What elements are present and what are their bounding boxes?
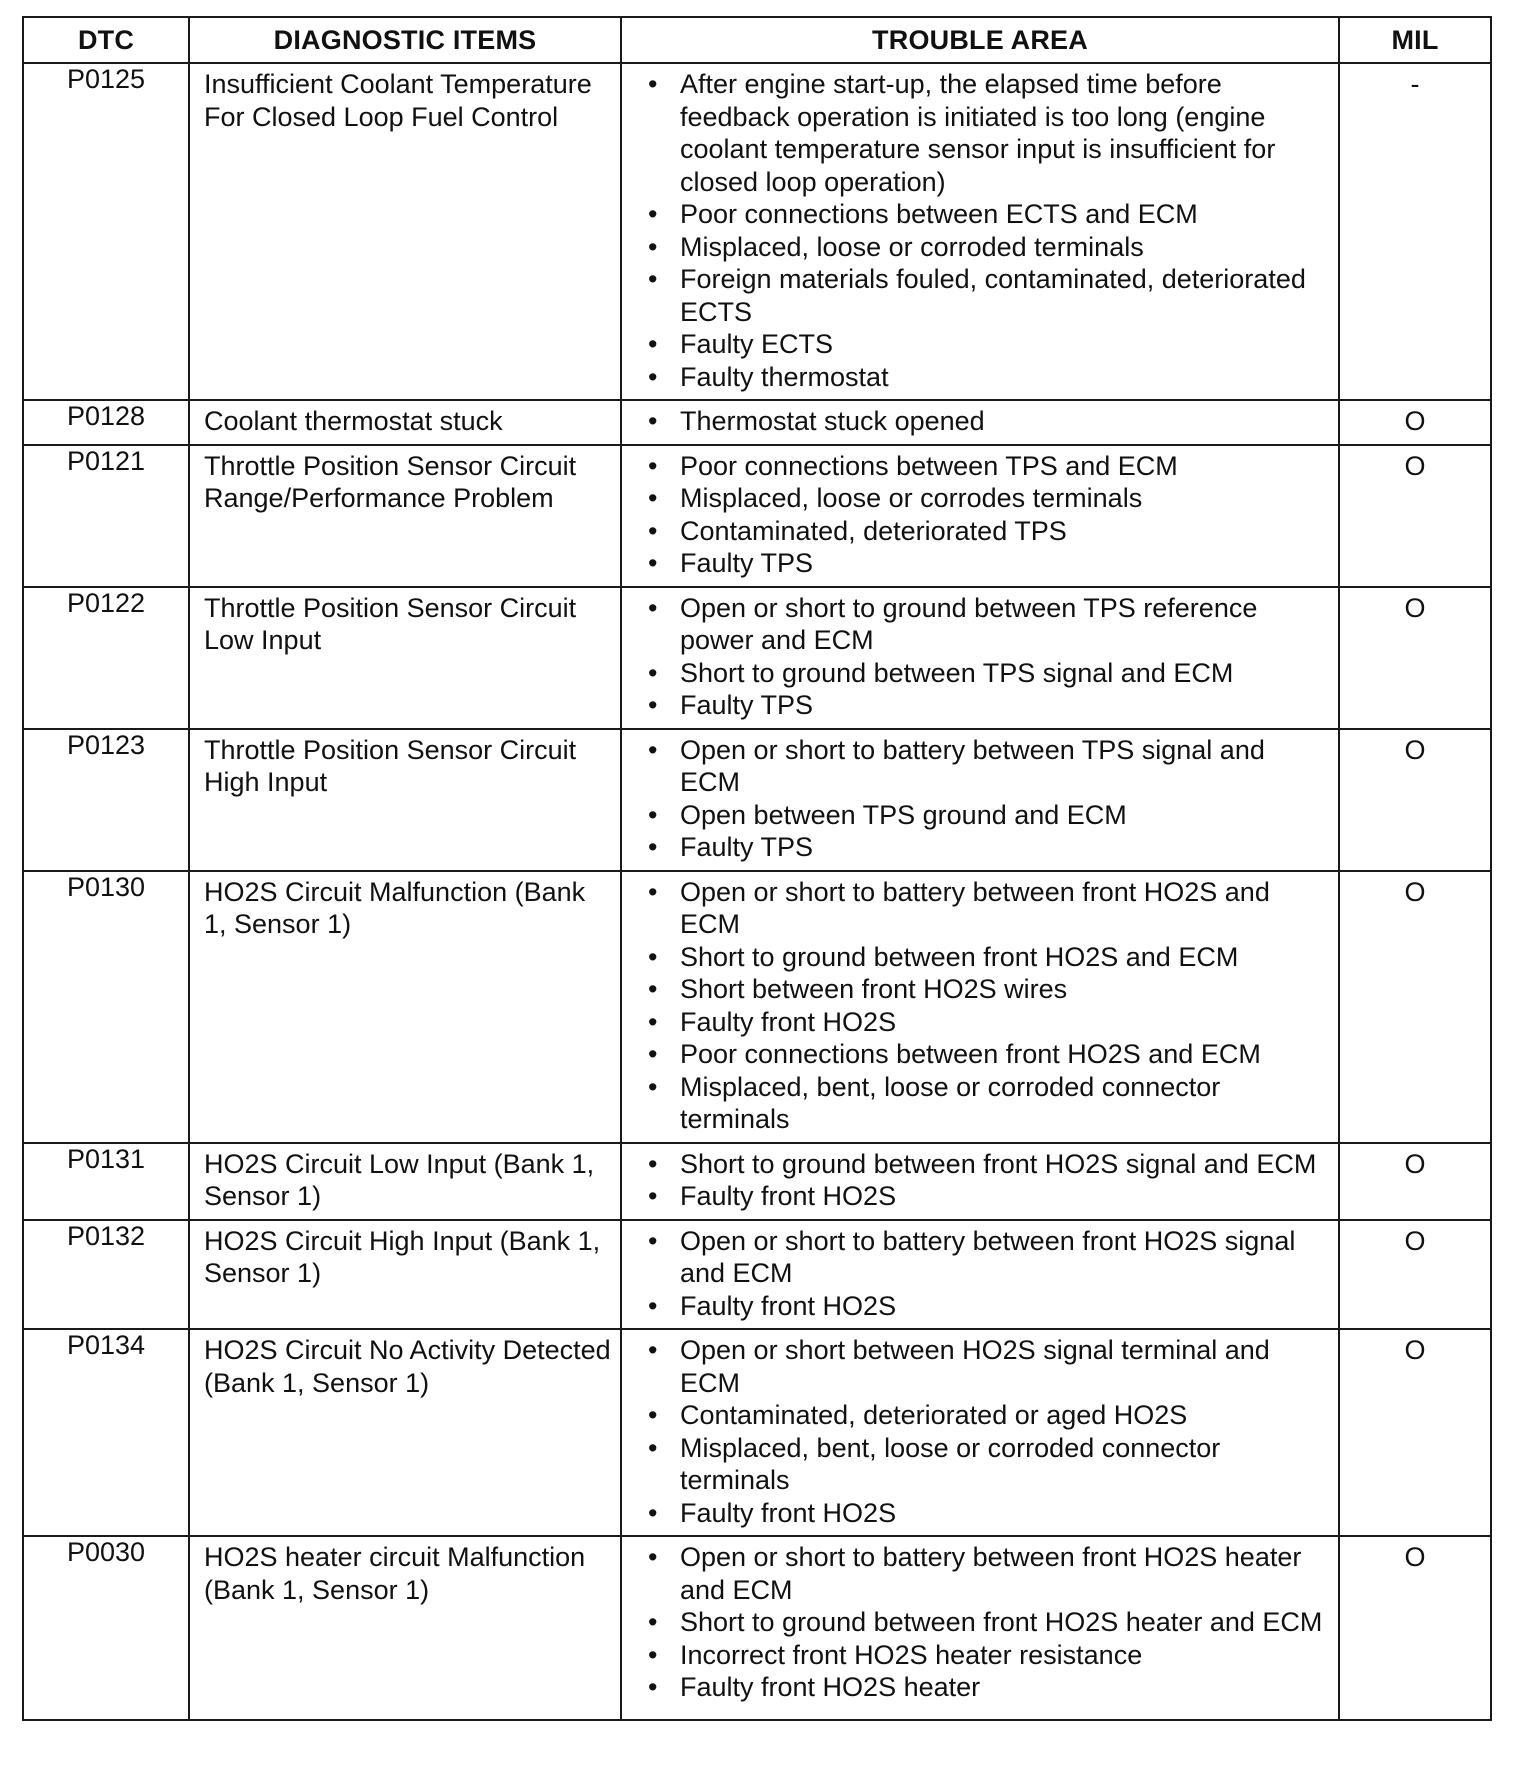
- diagnostic-item: HO2S Circuit High Input (Bank 1, Sensor 1): [189, 1220, 621, 1330]
- trouble-list-item: • Contaminated, deteriorated TPS: [636, 515, 1332, 548]
- trouble-area: [621, 587, 1339, 729]
- trouble-list: [636, 68, 1332, 393]
- table-row: [23, 1220, 1491, 1330]
- dtc-table: [22, 16, 1492, 1721]
- table-row: [23, 1536, 1491, 1720]
- diagnostic-item: Insufficient Coolant Temperature For Closed Loop Fuel Control: [189, 63, 621, 400]
- trouble-list-item: • Poor connections between ECTS and ECM: [636, 198, 1332, 231]
- trouble-list-item: • Open or short to ground between TPS reference power and ECM: [636, 592, 1332, 657]
- dtc-code: P0132: [23, 1220, 189, 1330]
- trouble-list-item: • Short to ground between front HO2S signal and ECM: [636, 1148, 1332, 1181]
- trouble-list-item: • Faulty thermostat: [636, 361, 1332, 394]
- trouble-list-item: • Open or short to battery between front HO2S signal and ECM: [636, 1225, 1332, 1290]
- dtc-code: P0131: [23, 1143, 189, 1220]
- mil-indicator: O: [1339, 729, 1491, 871]
- trouble-list-item: • Faulty TPS: [636, 689, 1332, 722]
- trouble-area: [621, 1329, 1339, 1536]
- mil-indicator: O: [1339, 1329, 1491, 1536]
- trouble-area: [621, 1143, 1339, 1220]
- dtc-code: P0122: [23, 587, 189, 729]
- diagnostic-item: HO2S Circuit Malfunction (Bank 1, Sensor 1): [189, 871, 621, 1143]
- trouble-list-item: • Faulty TPS: [636, 831, 1332, 864]
- trouble-area: [621, 63, 1339, 400]
- mil-indicator: O: [1339, 445, 1491, 587]
- mil-indicator: O: [1339, 1220, 1491, 1330]
- diagnostic-item: Throttle Position Sensor Circuit High Input: [189, 729, 621, 871]
- trouble-list-item: • Faulty ECTS: [636, 328, 1332, 361]
- trouble-area: [621, 400, 1339, 445]
- trouble-area: [621, 1220, 1339, 1330]
- trouble-list-item: • Short between front HO2S wires: [636, 973, 1332, 1006]
- dtc-code: P0123: [23, 729, 189, 871]
- diagnostic-item: HO2S Circuit Low Input (Bank 1, Sensor 1): [189, 1143, 621, 1220]
- trouble-list-item: • Short to ground between front HO2S and ECM: [636, 941, 1332, 974]
- trouble-list: [636, 876, 1332, 1136]
- trouble-list: [636, 405, 1332, 438]
- trouble-list-item: • Faulty front HO2S heater: [636, 1671, 1332, 1704]
- trouble-list-item: • Misplaced, bent, loose or corroded connector terminals: [636, 1071, 1332, 1136]
- mil-indicator: O: [1339, 871, 1491, 1143]
- dtc-code: P0128: [23, 400, 189, 445]
- trouble-list-item: • Open or short to battery between front HO2S and ECM: [636, 876, 1332, 941]
- header-diagnostic-items: DIAGNOSTIC ITEMS: [189, 17, 621, 63]
- trouble-list-item: • Poor connections between front HO2S and ECM: [636, 1038, 1332, 1071]
- trouble-list-item: • Short to ground between front HO2S heater and ECM: [636, 1606, 1332, 1639]
- table-row: [23, 871, 1491, 1143]
- trouble-area: [621, 871, 1339, 1143]
- trouble-list-item: • Poor connections between TPS and ECM: [636, 450, 1332, 483]
- trouble-list-item: • Contaminated, deteriorated or aged HO2S: [636, 1399, 1332, 1432]
- mil-indicator: O: [1339, 587, 1491, 729]
- trouble-list-item: • Open or short to battery between front HO2S heater and ECM: [636, 1541, 1332, 1606]
- trouble-list: [636, 1541, 1332, 1704]
- trouble-list-item: • Faulty front HO2S: [636, 1180, 1332, 1213]
- trouble-list-item: • Misplaced, loose or corrodes terminals: [636, 482, 1332, 515]
- table-row: [23, 729, 1491, 871]
- mil-indicator: O: [1339, 1536, 1491, 1720]
- trouble-list-item: • Open or short to battery between TPS signal and ECM: [636, 734, 1332, 799]
- mil-indicator: -: [1339, 63, 1491, 400]
- table-row: [23, 587, 1491, 729]
- header-row: [23, 17, 1491, 63]
- trouble-list-item: • Misplaced, loose or corroded terminals: [636, 231, 1332, 264]
- trouble-list-item: • Thermostat stuck opened: [636, 405, 1332, 438]
- trouble-list-item: • Short to ground between TPS signal and ECM: [636, 657, 1332, 690]
- table-row: [23, 1329, 1491, 1536]
- dtc-table-page: [22, 16, 1490, 1721]
- header-dtc: DTC: [23, 17, 189, 63]
- trouble-list-item: • Foreign materials fouled, contaminated, deteriorated ECTS: [636, 263, 1332, 328]
- mil-indicator: O: [1339, 1143, 1491, 1220]
- trouble-list: [636, 592, 1332, 722]
- dtc-code: P0130: [23, 871, 189, 1143]
- diagnostic-item: Throttle Position Sensor Circuit Range/Performance Problem: [189, 445, 621, 587]
- header-trouble-area: TROUBLE AREA: [621, 17, 1339, 63]
- diagnostic-item: HO2S Circuit No Activity Detected (Bank 1, Sensor 1): [189, 1329, 621, 1536]
- trouble-list: [636, 1225, 1332, 1323]
- dtc-code: P0125: [23, 63, 189, 400]
- table-row: [23, 63, 1491, 400]
- trouble-list-item: • Faulty TPS: [636, 547, 1332, 580]
- trouble-list-item: • Open or short between HO2S signal terminal and ECM: [636, 1334, 1332, 1399]
- table-row: [23, 400, 1491, 445]
- trouble-list-item: • After engine start-up, the elapsed time before feedback operation is initiated is too long (engine coolant temperature sensor input is insufficient for closed loop operation): [636, 68, 1332, 198]
- table-row: [23, 1143, 1491, 1220]
- trouble-area: [621, 445, 1339, 587]
- trouble-list: [636, 734, 1332, 864]
- diagnostic-item: HO2S heater circuit Malfunction (Bank 1, Sensor 1): [189, 1536, 621, 1720]
- trouble-area: [621, 1536, 1339, 1720]
- trouble-list: [636, 1148, 1332, 1213]
- trouble-list-item: • Faulty front HO2S: [636, 1006, 1332, 1039]
- trouble-area: [621, 729, 1339, 871]
- mil-indicator: O: [1339, 400, 1491, 445]
- trouble-list-item: • Open between TPS ground and ECM: [636, 799, 1332, 832]
- trouble-list-item: • Misplaced, bent, loose or corroded connector terminals: [636, 1432, 1332, 1497]
- dtc-code: P0121: [23, 445, 189, 587]
- diagnostic-item: Coolant thermostat stuck: [189, 400, 621, 445]
- table-row: [23, 445, 1491, 587]
- dtc-code: P0030: [23, 1536, 189, 1720]
- diagnostic-item: Throttle Position Sensor Circuit Low Input: [189, 587, 621, 729]
- trouble-list-item: • Incorrect front HO2S heater resistance: [636, 1639, 1332, 1672]
- trouble-list: [636, 1334, 1332, 1529]
- table-body: [23, 63, 1491, 1720]
- trouble-list-item: • Faulty front HO2S: [636, 1290, 1332, 1323]
- trouble-list: [636, 450, 1332, 580]
- dtc-code: P0134: [23, 1329, 189, 1536]
- header-mil: MIL: [1339, 17, 1491, 63]
- trouble-list-item: • Faulty front HO2S: [636, 1497, 1332, 1530]
